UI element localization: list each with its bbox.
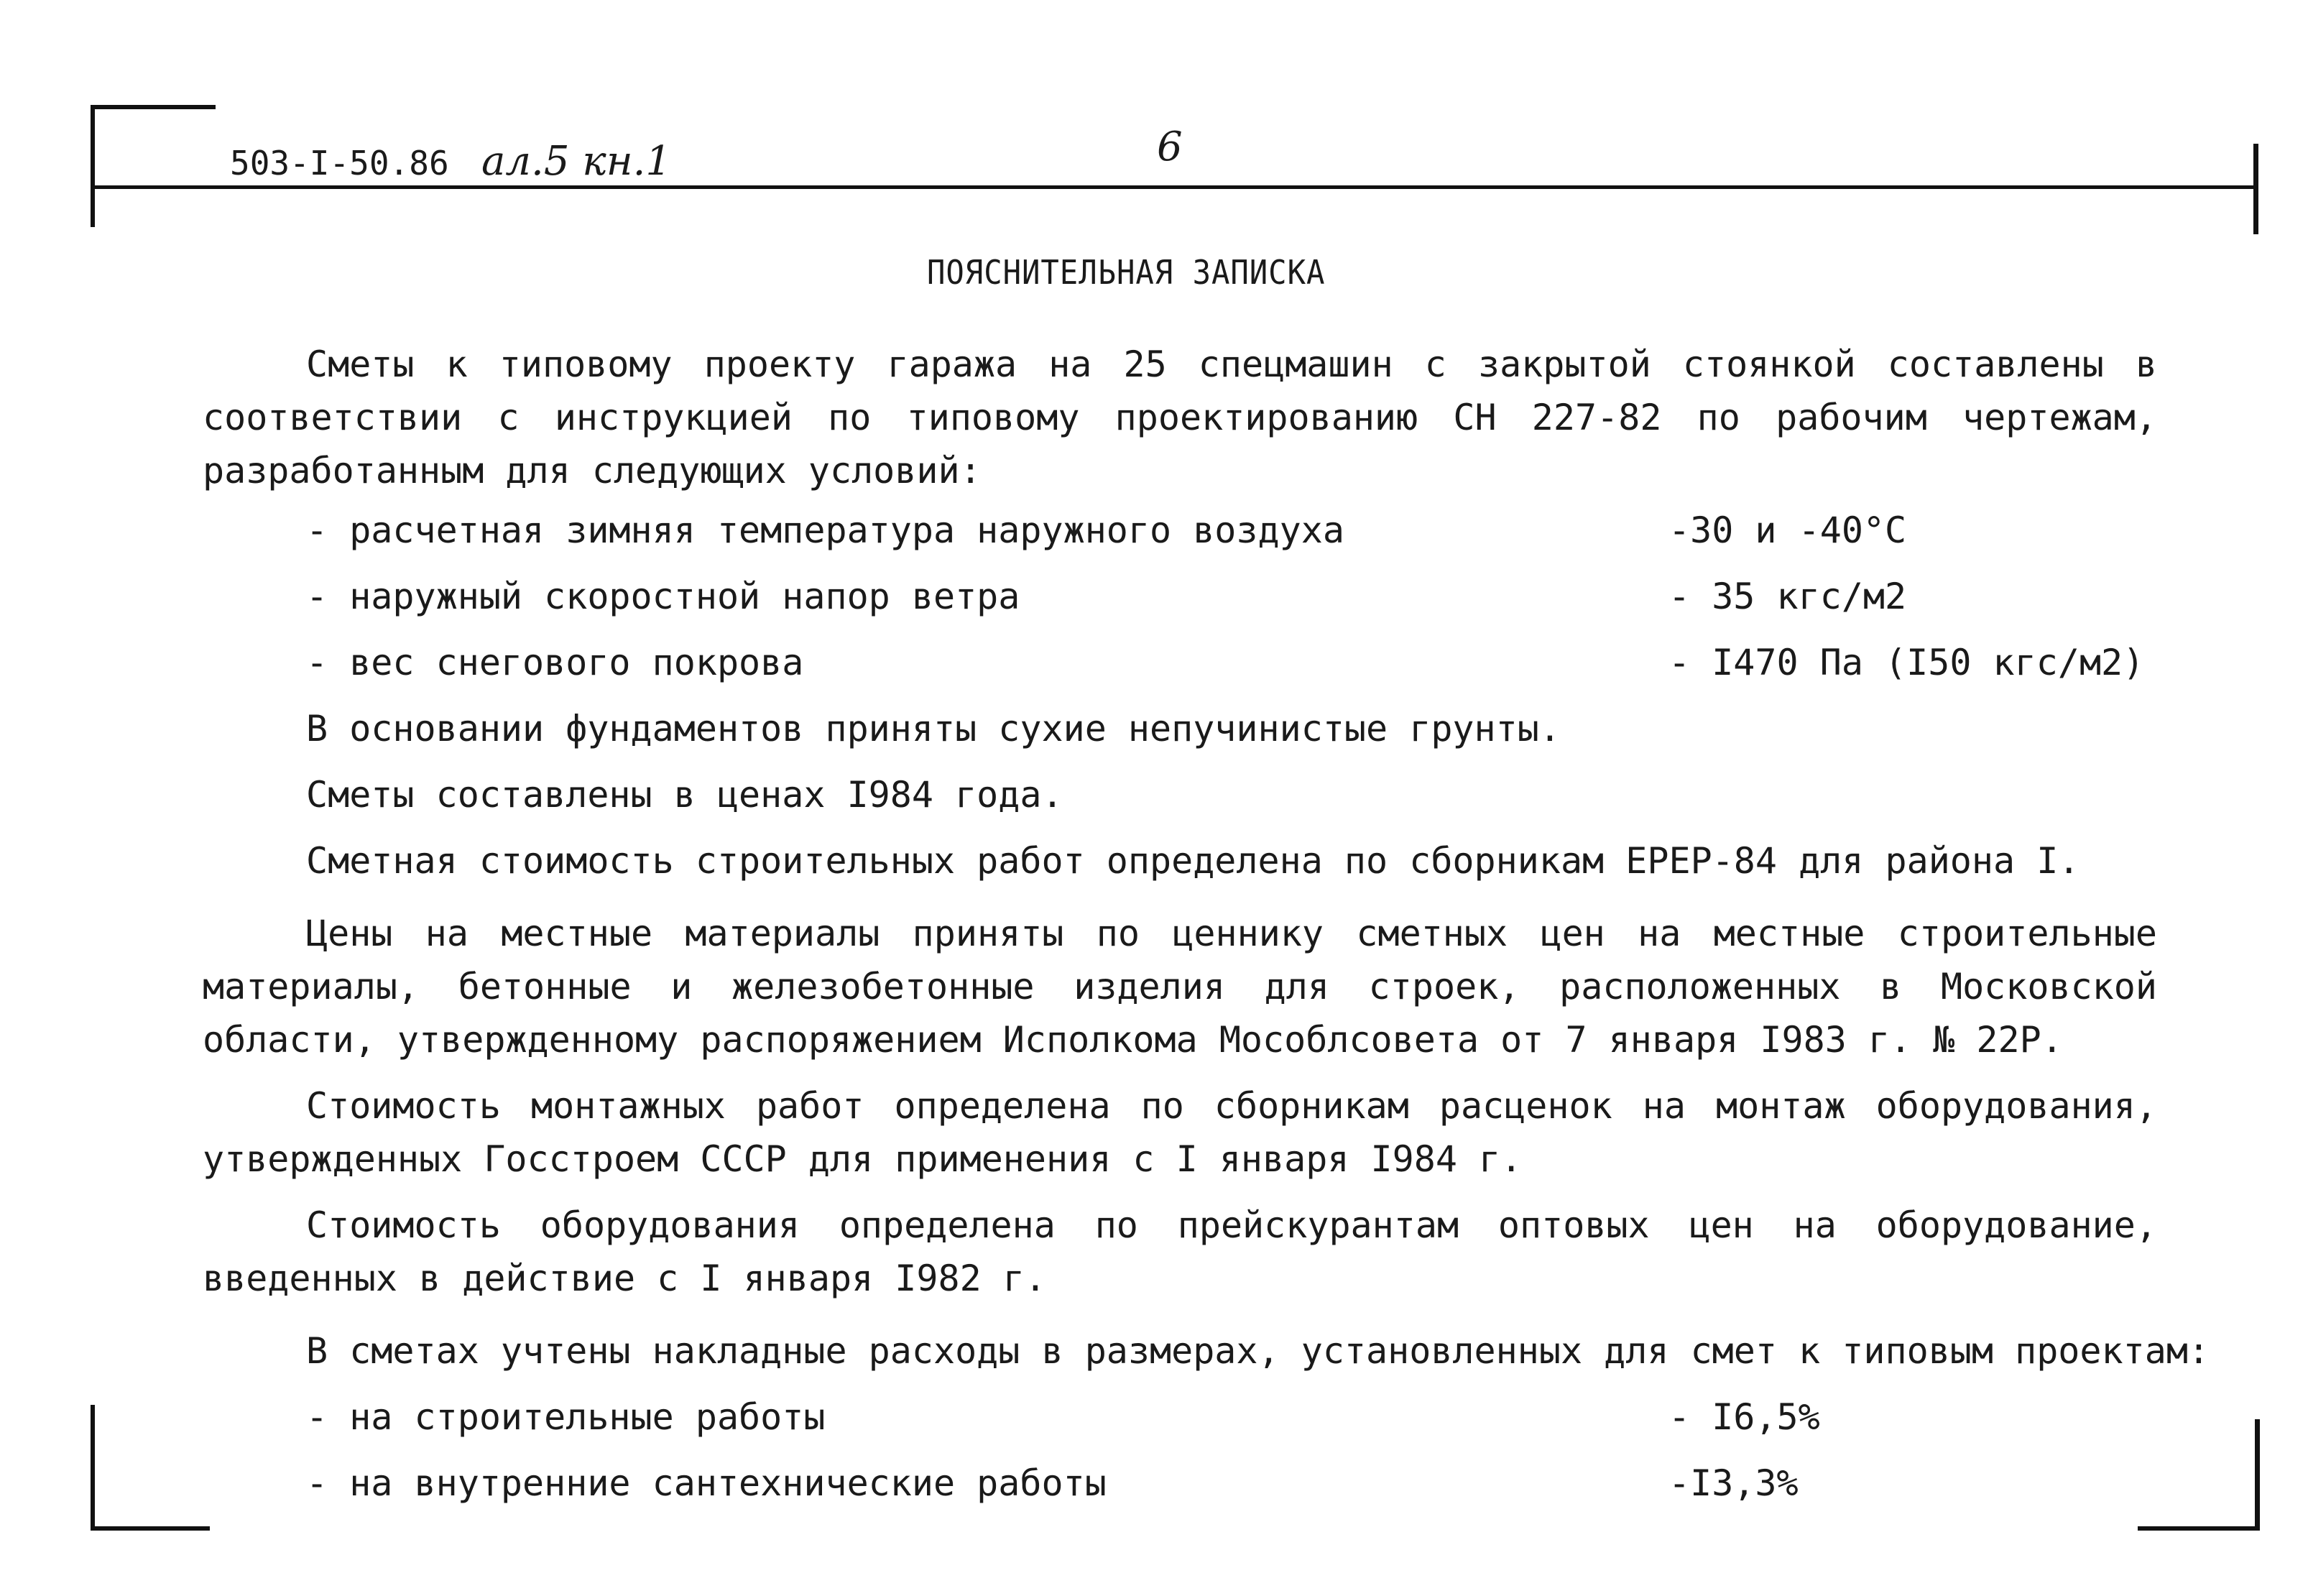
equipment-cost-paragraph: Стоимость оборудования определена по прейскурантам оптовых цен на оборудование, введенных в действие с I января I982 г. (203, 1204, 2157, 1299)
condition-label: - вес снегового покрова (306, 642, 804, 683)
condition-value: - I470 Па (I50 кгс/м2) (1668, 642, 2145, 683)
overhead-row (203, 1450, 2157, 1516)
condition-row (203, 497, 2157, 563)
document-body (203, 338, 2210, 1516)
frame-header-line (91, 185, 2258, 189)
frame-bottom-left-vertical (91, 1405, 95, 1531)
overhead-value: - I6,5% (1668, 1396, 1820, 1438)
handwritten-note: ал.5 кн.1 (481, 138, 672, 185)
overhead-value: -I3,3% (1668, 1462, 1799, 1504)
frame-top-left-vertical (91, 105, 95, 227)
construction-cost-paragraph: Сметная стоимость строительных работ определена по сборникам ЕРЕР-84 для района I. (306, 840, 2080, 882)
document-code: 503-I-50.86 (230, 144, 449, 183)
frame-top-right-vertical (2253, 144, 2258, 234)
installation-cost-paragraph: Стоимость монтажных работ определена по сборникам расценок на монтаж оборудования, утвержденных Госстроем СССР для применения с I января I984 г. (203, 1085, 2157, 1180)
condition-value: - 35 кгс/м2 (1668, 576, 1907, 617)
page-title: ПОЯСНИТЕЛЬНАЯ ЗАПИСКА (927, 253, 1326, 292)
condition-value: -30 и -40°С (1668, 509, 1907, 551)
frame-bottom-right-horizontal (2138, 1526, 2260, 1531)
condition-label: - расчетная зимняя температура наружного воздуха (306, 509, 1344, 551)
overhead-row (203, 1384, 2157, 1450)
local-materials-paragraph: Цены на местные материалы приняты по ценнику сметных цен на местные строительные материалы, бетонные и железобетонные изделия для строек, расположенных в Московской области, утвержденному распоряжением Исполкома Мособлсовета от 7 января I983 г. № 22Р. (203, 913, 2157, 1061)
overheads-intro-paragraph: В сметах учтены накладные расходы в размерах, установленных для смет к типовым проектам: (306, 1330, 2210, 1372)
overhead-label: - на строительные работы (306, 1396, 826, 1438)
overhead-label: - на внутренние сантехнические работы (306, 1462, 1107, 1504)
foundation-paragraph: В основании фундаментов приняты сухие непучинистые грунты. (306, 708, 1561, 749)
frame-bottom-left-horizontal (91, 1526, 210, 1531)
frame-top-left-horizontal (91, 105, 216, 109)
condition-label: - наружный скоростной напор ветра (306, 576, 1020, 617)
page-number: 6 (1157, 124, 1183, 170)
frame-bottom-right-vertical (2255, 1419, 2260, 1531)
prices-year-paragraph: Сметы составлены в ценах I984 года. (306, 774, 1063, 816)
condition-row (203, 563, 2157, 629)
condition-row (203, 629, 2157, 696)
intro-paragraph: Сметы к типовому проекту гаража на 25 спецмашин с закрытой стоянкой составлены в соответствии с инструкцией по типовому проектированию СН 227-82 по рабочим чертежам, разработанным для следующих условий: (203, 343, 2157, 492)
